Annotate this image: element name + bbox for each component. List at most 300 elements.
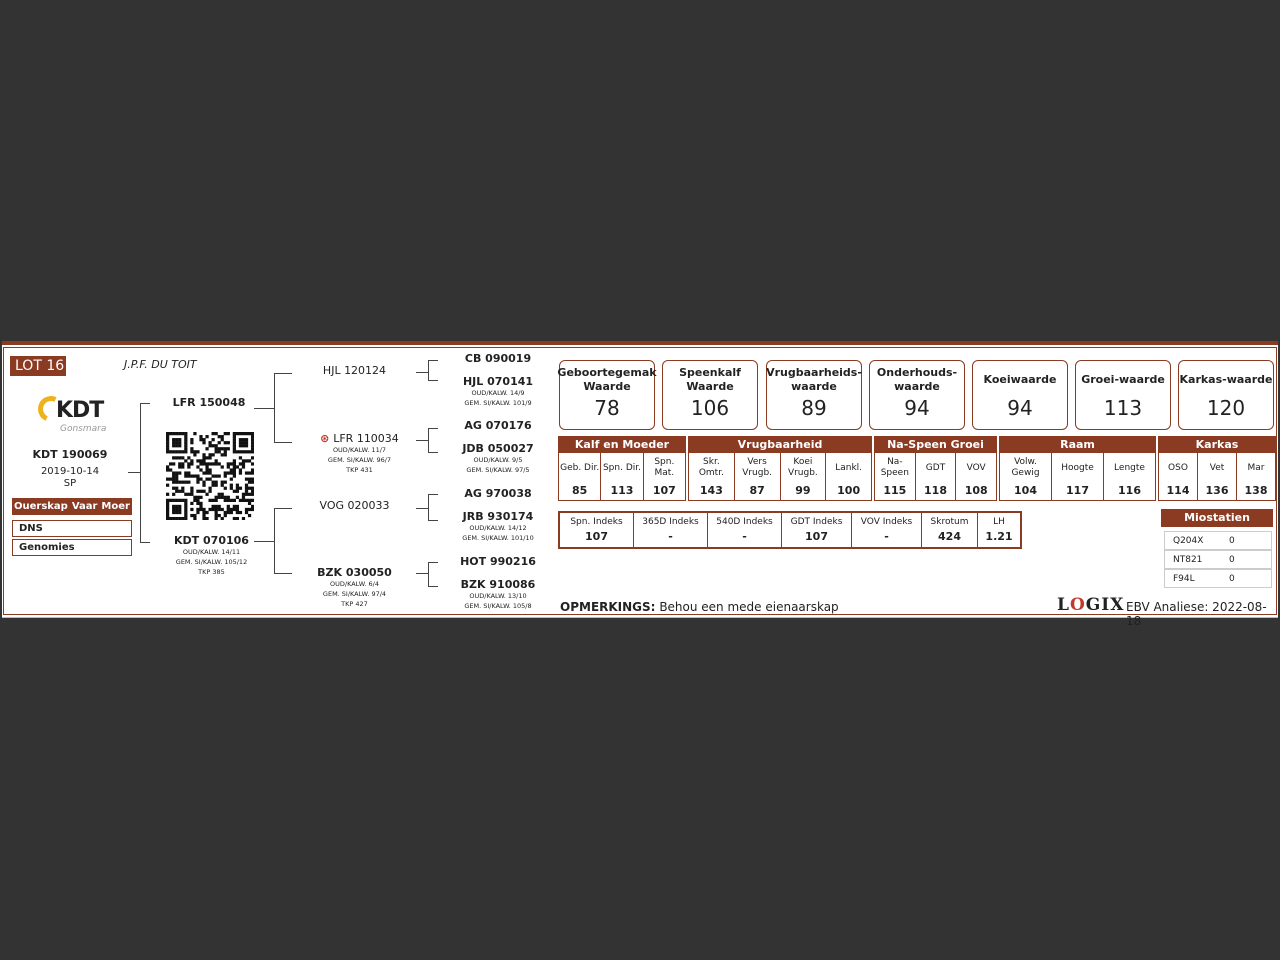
trait-label: GDT xyxy=(925,462,946,473)
qr-module xyxy=(175,444,178,447)
ddd-line2: GEM. SI/KALW. 105/8 xyxy=(464,602,532,610)
qr-module xyxy=(175,441,178,444)
qr-module xyxy=(212,481,215,484)
qr-module xyxy=(196,481,199,484)
qr-module xyxy=(239,511,242,514)
connector xyxy=(428,562,429,586)
tab-vaar[interactable]: Vaar xyxy=(71,501,98,512)
qr-module xyxy=(227,499,230,502)
qr-module xyxy=(221,453,224,456)
qr-module xyxy=(196,490,199,493)
sd-line1: OUD/KALW. 11/7 xyxy=(332,446,387,454)
ebv-value: 113 xyxy=(1103,396,1143,420)
qr-module xyxy=(239,456,242,459)
qr-module xyxy=(202,456,205,459)
qr-module xyxy=(208,471,211,474)
qr-module xyxy=(245,450,248,453)
trait-label: Hoogte xyxy=(1061,462,1094,473)
qr-module xyxy=(175,450,178,453)
ebv-value: 89 xyxy=(801,396,827,420)
qr-module xyxy=(233,490,236,493)
qr-module xyxy=(184,511,187,514)
group-vrugbaarheid: Vrugbaarheid xyxy=(688,436,872,453)
index-label: GDT Indeks xyxy=(790,517,843,527)
qr-module xyxy=(187,465,190,468)
trait-cell xyxy=(1198,453,1237,500)
qr-module xyxy=(230,462,233,465)
ebv-title: Speenkalf Waarde xyxy=(679,366,741,393)
qr-module xyxy=(184,493,187,496)
qr-module xyxy=(166,511,169,514)
mio-value: 0 xyxy=(1229,554,1235,565)
ebv-value: 94 xyxy=(1007,396,1033,420)
qr-module xyxy=(251,438,254,441)
qr-module xyxy=(236,484,239,487)
qr-module xyxy=(202,511,205,514)
qr-module xyxy=(236,490,239,493)
dsd xyxy=(444,510,552,543)
qr-module xyxy=(224,453,227,456)
qr-module xyxy=(236,465,239,468)
qr-module xyxy=(172,432,175,435)
trait-cell xyxy=(1052,453,1104,500)
trait-value: 136 xyxy=(1205,484,1229,497)
trait-label: Na-Speen xyxy=(880,457,909,478)
index-label: LH xyxy=(993,517,1005,527)
qr-module xyxy=(190,490,193,493)
dss xyxy=(444,487,552,500)
qr-module xyxy=(190,438,193,441)
qr-module xyxy=(196,508,199,511)
qr-module xyxy=(172,456,175,459)
qr-module xyxy=(199,502,202,505)
qr-module xyxy=(242,517,245,520)
qr-module xyxy=(205,456,208,459)
qr-module xyxy=(184,502,187,505)
qr-module xyxy=(205,471,208,474)
qr-module xyxy=(218,493,221,496)
qr-module xyxy=(199,459,202,462)
owner-name: J.P.F. DU TOIT xyxy=(124,358,197,371)
qr-module xyxy=(248,502,251,505)
qr-module xyxy=(199,468,202,471)
index-value: - xyxy=(884,530,889,543)
dsd-line2: GEM. SI/KALW. 101/10 xyxy=(462,534,534,542)
qr-module xyxy=(227,496,230,499)
qr-module xyxy=(215,484,218,487)
dam-dam xyxy=(302,566,407,609)
qr-module xyxy=(199,462,202,465)
trait-value: 116 xyxy=(1118,484,1141,497)
connector xyxy=(416,573,428,574)
qr-module xyxy=(190,502,193,505)
ebv-box-groei xyxy=(1075,360,1171,430)
qr-module xyxy=(172,478,175,481)
ddd-line1: OUD/KALW. 13/10 xyxy=(469,592,527,600)
sire-sire xyxy=(302,364,407,377)
qr-module xyxy=(215,462,218,465)
connector xyxy=(274,442,292,443)
ebv-title: Karkas-waarde xyxy=(1179,373,1273,386)
qr-module xyxy=(181,517,184,520)
qr-module xyxy=(230,508,233,511)
trait-cell xyxy=(781,453,827,500)
qr-module xyxy=(202,508,205,511)
qr-module xyxy=(178,465,181,468)
qr-module xyxy=(227,432,230,435)
qr-module xyxy=(245,441,248,444)
index-label: Spn. Indeks xyxy=(570,517,623,527)
qr-module xyxy=(175,487,178,490)
qr-module xyxy=(224,499,227,502)
qr-module xyxy=(187,462,190,465)
trait-cell xyxy=(644,453,685,500)
qr-module xyxy=(242,496,245,499)
qr-module xyxy=(248,487,251,490)
qr-module xyxy=(193,432,196,435)
tab-ouerskap[interactable]: Ouerskap xyxy=(13,501,68,512)
ddd-name: BZK 910086 xyxy=(460,578,536,591)
qr-module xyxy=(196,499,199,502)
qr-module xyxy=(251,499,254,502)
qr-module xyxy=(251,508,254,511)
qr-module xyxy=(212,438,215,441)
index-label: VOV Indeks xyxy=(860,517,913,527)
trait-cell xyxy=(689,453,735,500)
qr-module xyxy=(245,471,248,474)
sire-dam xyxy=(302,432,417,475)
qr-code-image xyxy=(166,432,254,520)
qr-module xyxy=(251,462,254,465)
qr-module xyxy=(224,487,227,490)
group-raam: Raam xyxy=(999,436,1156,453)
trait-cell xyxy=(826,453,871,500)
qr-module xyxy=(208,487,211,490)
trait-value: 114 xyxy=(1166,484,1190,497)
qr-module xyxy=(245,487,248,490)
lot-card xyxy=(2,341,1278,628)
sds xyxy=(444,419,552,432)
tab-moer[interactable]: Moer xyxy=(101,501,130,512)
sire-name: LFR 150048 xyxy=(172,396,246,409)
qr-module xyxy=(196,474,199,477)
qr-module xyxy=(218,435,221,438)
qr-module xyxy=(187,493,190,496)
connector xyxy=(274,373,275,443)
qr-module xyxy=(199,496,202,499)
qr-module xyxy=(172,511,175,514)
dd-line1: OUD/KALW. 6/4 xyxy=(330,580,379,588)
qr-module xyxy=(172,493,175,496)
qr-module xyxy=(215,496,218,499)
qr-module xyxy=(245,493,248,496)
dsd-line1: OUD/KALW. 14/12 xyxy=(469,524,527,532)
qr-module xyxy=(169,517,172,520)
trait-label: Lengte xyxy=(1114,462,1145,473)
qr-module xyxy=(166,447,169,450)
sdd-name: JDB 050027 xyxy=(462,442,534,455)
miostatien-header: Miostatien xyxy=(1161,509,1273,527)
qr-module xyxy=(193,517,196,520)
qr-module xyxy=(172,450,175,453)
qr-module xyxy=(251,481,254,484)
qr-module xyxy=(245,432,248,435)
trait-cell xyxy=(956,453,996,500)
qr-module xyxy=(184,441,187,444)
sds-name: AG 070176 xyxy=(464,419,532,432)
qr-module xyxy=(166,465,169,468)
remarks-text: Behou een mede eienaarskap xyxy=(659,600,839,614)
dam-line2: GEM. SI/KALW. 105/12 xyxy=(175,558,248,566)
qr-module xyxy=(236,508,239,511)
qr-module xyxy=(215,474,218,477)
qr-module xyxy=(215,447,218,450)
qr-module xyxy=(178,508,181,511)
qr-module xyxy=(178,499,181,502)
trait-cell xyxy=(916,453,957,500)
trait-value: 115 xyxy=(883,484,907,497)
qr-code[interactable] xyxy=(166,432,254,520)
qr-module xyxy=(242,438,245,441)
qr-module xyxy=(230,468,233,471)
connector xyxy=(274,508,292,509)
mio-key: Q204X xyxy=(1173,535,1204,546)
qr-module xyxy=(215,444,218,447)
trait-value: 100 xyxy=(837,484,861,497)
qr-module xyxy=(233,432,236,435)
sd-line2: GEM. SI/KALW. 96/7 xyxy=(327,456,392,464)
qr-module xyxy=(181,481,184,484)
qr-module xyxy=(196,450,199,453)
qr-module xyxy=(166,438,169,441)
qr-module xyxy=(221,493,224,496)
qr-module xyxy=(202,462,205,465)
ddd xyxy=(444,578,552,611)
qr-module xyxy=(169,432,172,435)
sdd-line2: GEM. SI/KALW. 97/5 xyxy=(466,466,530,474)
qr-module xyxy=(175,478,178,481)
qr-module xyxy=(224,447,227,450)
qr-module xyxy=(248,499,251,502)
ebv-value: 78 xyxy=(594,396,620,420)
qr-module xyxy=(199,490,202,493)
qr-module xyxy=(221,517,224,520)
qr-module xyxy=(236,487,239,490)
lot-label: LOT 16 xyxy=(10,356,66,376)
miostatien-row xyxy=(1164,531,1272,550)
connector xyxy=(428,428,438,429)
qr-module xyxy=(233,508,236,511)
qr-module xyxy=(215,517,218,520)
qr-module xyxy=(193,496,196,499)
trait-cell xyxy=(1000,453,1052,500)
qr-module xyxy=(208,508,211,511)
qr-module xyxy=(239,499,242,502)
trait-cell xyxy=(559,453,601,500)
qr-module xyxy=(169,468,172,471)
qr-module xyxy=(184,459,187,462)
qr-module xyxy=(190,447,193,450)
qr-module xyxy=(169,450,172,453)
ebv-box-koeiwaarde xyxy=(972,360,1068,430)
qr-module xyxy=(218,447,221,450)
qr-module xyxy=(178,505,181,508)
qr-module xyxy=(245,508,248,511)
trait-label: Skr. Omtr. xyxy=(698,457,724,478)
qr-module xyxy=(224,450,227,453)
trait-cell xyxy=(1159,453,1198,500)
qr-module xyxy=(251,432,254,435)
qr-module xyxy=(245,499,248,502)
qr-module xyxy=(166,450,169,453)
qr-module xyxy=(242,465,245,468)
qr-module xyxy=(193,474,196,477)
qr-module xyxy=(233,450,236,453)
qr-module xyxy=(205,447,208,450)
qr-module xyxy=(181,450,184,453)
qr-module xyxy=(184,508,187,511)
qr-module xyxy=(178,517,181,520)
connector xyxy=(428,586,438,587)
sss xyxy=(444,352,552,365)
qr-module xyxy=(208,478,211,481)
trait-value: 107 xyxy=(652,484,676,497)
qr-module xyxy=(242,432,245,435)
qr-module xyxy=(172,517,175,520)
qr-module xyxy=(172,462,175,465)
sss-name: CB 090019 xyxy=(464,352,532,365)
qr-module xyxy=(224,471,227,474)
qr-module xyxy=(202,490,205,493)
qr-module xyxy=(239,441,242,444)
qr-module xyxy=(190,493,193,496)
ebv-title: Vrugbaarheids-waarde xyxy=(766,366,862,393)
qr-module xyxy=(230,499,233,502)
qr-module xyxy=(190,462,193,465)
trait-label: Lankl. xyxy=(835,462,863,473)
qr-module xyxy=(187,474,190,477)
qr-module xyxy=(166,499,169,502)
qr-module xyxy=(172,508,175,511)
qr-module xyxy=(187,471,190,474)
qr-module xyxy=(239,487,242,490)
ss-name: HJL 120124 xyxy=(322,364,387,377)
qr-module xyxy=(193,499,196,502)
qr-module xyxy=(236,511,239,514)
qr-module xyxy=(202,481,205,484)
index-cell xyxy=(978,513,1020,547)
group-karkas-cells xyxy=(1158,453,1276,501)
qr-module xyxy=(215,499,218,502)
qr-module xyxy=(239,468,242,471)
qr-module xyxy=(184,435,187,438)
qr-module xyxy=(230,471,233,474)
qr-module xyxy=(233,468,236,471)
qr-module xyxy=(166,432,169,435)
connector xyxy=(428,452,438,453)
group-karkas: Karkas xyxy=(1158,436,1276,453)
qr-module xyxy=(205,435,208,438)
connector xyxy=(428,360,438,361)
qr-module xyxy=(172,487,175,490)
qr-module xyxy=(184,471,187,474)
qr-module xyxy=(175,499,178,502)
qr-module xyxy=(218,462,221,465)
trait-label: Mar xyxy=(1247,462,1265,473)
qr-module xyxy=(208,468,211,471)
trait-value: 108 xyxy=(964,484,988,497)
trait-cell xyxy=(1237,453,1275,500)
qr-module xyxy=(215,450,218,453)
qr-module xyxy=(242,462,245,465)
qr-module xyxy=(233,441,236,444)
trait-label: Spn. Mat. xyxy=(654,457,675,478)
qr-module xyxy=(212,453,215,456)
index-label: Skrotum xyxy=(930,517,969,527)
qr-module xyxy=(166,435,169,438)
ebv-value: 94 xyxy=(904,396,930,420)
qr-module xyxy=(205,468,208,471)
qr-module xyxy=(212,462,215,465)
ssd xyxy=(444,375,552,408)
ebv-box-speenkalf xyxy=(662,360,758,430)
qr-module xyxy=(230,511,233,514)
trait-value: 138 xyxy=(1244,484,1268,497)
qr-module xyxy=(166,493,169,496)
index-cell xyxy=(560,513,634,547)
flag-genomies: Genomies xyxy=(12,539,132,556)
qr-module xyxy=(227,508,230,511)
qr-module xyxy=(166,502,169,505)
qr-module xyxy=(175,511,178,514)
qr-module xyxy=(230,487,233,490)
qr-module xyxy=(208,490,211,493)
index-cell xyxy=(852,513,922,547)
qr-module xyxy=(218,514,221,517)
qr-module xyxy=(215,481,218,484)
qr-module xyxy=(166,444,169,447)
qr-module xyxy=(212,499,215,502)
qr-module xyxy=(184,432,187,435)
ebv-title: Groei-waarde xyxy=(1081,373,1165,386)
qr-module xyxy=(248,459,251,462)
qr-module xyxy=(233,465,236,468)
logo-letter-l: L xyxy=(1057,595,1070,615)
qr-module xyxy=(190,487,193,490)
connector xyxy=(428,562,438,563)
qr-module xyxy=(196,496,199,499)
qr-module xyxy=(190,450,193,453)
qr-module xyxy=(172,471,175,474)
trait-value: 143 xyxy=(699,484,723,497)
trait-label: Vet xyxy=(1209,462,1225,473)
connector xyxy=(428,520,438,521)
ssd-line2: GEM. SI/KALW. 101/9 xyxy=(464,399,532,407)
qr-module xyxy=(178,432,181,435)
qr-module xyxy=(233,438,236,441)
qr-module xyxy=(245,484,248,487)
ssd-line1: OUD/KALW. 14/9 xyxy=(471,389,525,397)
qr-module xyxy=(224,432,227,435)
connector xyxy=(140,403,141,543)
qr-module xyxy=(187,456,190,459)
logo-subtext: Gonsmara xyxy=(60,424,107,434)
connector xyxy=(416,440,428,441)
qr-module xyxy=(218,496,221,499)
qr-module xyxy=(202,453,205,456)
qr-module xyxy=(245,438,248,441)
trait-cell xyxy=(601,453,643,500)
